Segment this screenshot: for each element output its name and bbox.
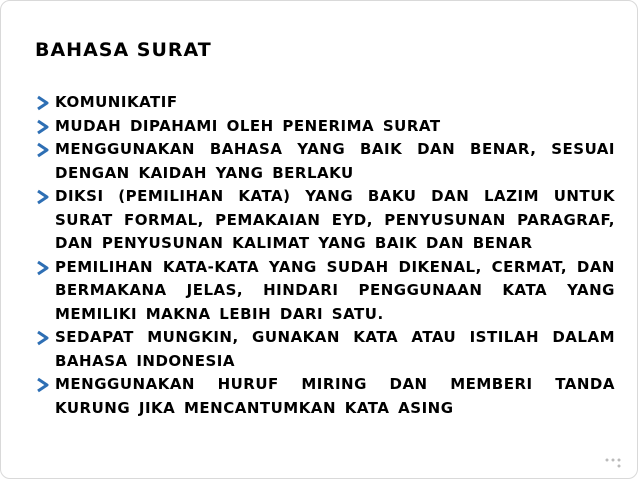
arrow-right-icon [35, 142, 51, 158]
list-item-text: MENGGUNAKAN BAHASA YANG BAIK DAN BENAR, SESUAI DENGAN KAIDAH YANG BERLAKU [55, 140, 615, 182]
list-item-text: SEDAPAT MUNGKIN, GUNAKAN KATA ATAU ISTILAH DALAM BAHASA INDONESIA [55, 328, 615, 370]
list-item-text: KOMUNIKATIF [55, 93, 178, 111]
arrow-right-icon [35, 119, 51, 135]
arrow-right-icon [35, 330, 51, 346]
list-item-text: PEMILIHAN KATA-KATA YANG SUDAH DIKENAL, CERMAT, DAN BERMAKANA JELAS, HINDARI PENGGUNAAN KATA YANG MEMILIKI MAKNA LEBIH DARI SATU. [55, 257, 615, 323]
list-item [35, 91, 615, 115]
slide-title: BAHASA SURAT [35, 39, 212, 61]
list-item [35, 326, 615, 373]
arrow-right-icon [35, 95, 51, 111]
slide-corner-dots-icon [603, 456, 623, 468]
arrow-right-icon [35, 260, 51, 276]
list-item [35, 256, 615, 327]
bullet-list [35, 91, 615, 420]
list-item-text: MUDAH DIPAHAMI OLEH PENERIMA SURAT [55, 116, 441, 135]
list-item [35, 115, 615, 139]
list-item [35, 138, 615, 185]
list-item-text: MENGGUNAKAN HURUF MIRING DAN MEMBERI TANDA KURUNG JIKA MENCANTUMKAN KATA ASING [55, 375, 615, 417]
list-item [35, 373, 615, 420]
arrow-right-icon [35, 377, 51, 393]
list-item [35, 185, 615, 256]
list-item-text: DIKSI (PEMILIHAN KATA) YANG BAKU DAN LAZIM UNTUK SURAT FORMAL, PEMAKAIAN EYD, PENYUSUNAN PARAGRAF, DAN PENYUSUNAN KALIMAT YANG BAIK DAN BENAR [55, 187, 615, 252]
arrow-right-icon [35, 189, 51, 205]
